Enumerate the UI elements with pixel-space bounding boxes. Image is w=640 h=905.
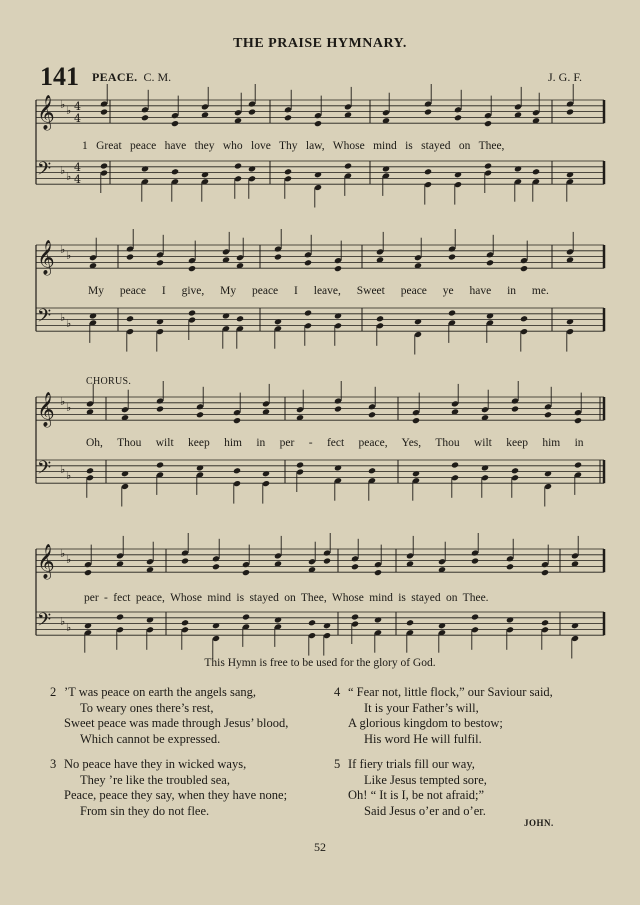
note-head [574,417,582,424]
note-head [368,467,376,474]
note-head [406,619,414,626]
note-head [141,114,149,121]
note-head [424,108,432,115]
lyric-line-3: Oh, Thou wilt keep him in per - fect peace, Yes, Thou wilt keep him in [86,437,584,449]
note-head [86,467,94,474]
note-head [484,120,492,127]
bass-clef-icon: 𝄢 [37,458,52,483]
stanza-line: It is your Father’s will, [364,700,479,715]
treble-clef-icon: 𝄞 [37,240,55,275]
treble-clef-icon: 𝄞 [37,95,55,130]
note-head [116,613,124,620]
scripture-reference: JOHN. [524,818,554,828]
note-head [471,613,479,620]
stanza-3 [50,757,288,819]
note-head [84,569,92,576]
flat-icon: ♭ [66,317,72,330]
note-head [351,563,359,570]
flat-icon: ♭ [66,249,72,262]
flat-icon: ♭ [60,463,66,476]
stanza-line: Like Jesus tempted sore, [364,772,487,787]
time-signature: 4 [74,161,81,174]
tune-name: PEACE. [92,70,138,84]
note-head [506,563,514,570]
stanza-number: 5 [334,757,341,771]
flat-icon: ♭ [66,170,72,183]
lyric-line-1: 1 Great peace have they who love Thy law, Whose mind is stayed on Thee, [82,140,505,152]
note-head [544,411,552,418]
note-head [126,253,134,260]
note-head [126,315,134,322]
stanza-line: A glorious kingdom to bestow; [348,716,503,730]
note-head [374,569,382,576]
note-head [334,265,342,272]
stanza-line: No peace have they in wicked ways, [64,757,247,771]
note-head [448,253,456,260]
note-head [156,405,164,412]
time-signature: 4 [74,100,81,113]
note-head [454,114,462,121]
note-head [368,411,376,418]
note-head [233,467,241,474]
stanza-number: 4 [334,685,341,699]
note-head [541,569,549,576]
stanza-line: Sweet peace was made through Jesus’ blood, [64,716,289,730]
stanza-line: His word He will fulfil. [364,731,482,746]
note-head [323,557,331,564]
bass-clef-icon: 𝄢 [37,306,52,331]
stanza-number: 2 [50,685,57,699]
bass-clef-icon: 𝄢 [37,159,52,184]
stanza-line: Peace, peace they say, when they have none; [64,788,288,802]
note-head [242,569,250,576]
stanza-line: From sin they do not flee. [80,803,210,818]
flat-icon: ♭ [66,401,72,414]
flat-icon: ♭ [60,243,66,256]
stanza-4 [334,685,553,747]
stanza-line: Which cannot be expressed. [80,731,221,746]
note-head [574,461,582,468]
page-header: THE PRAISE HYMNARY. [233,36,407,51]
stanza-number: 3 [50,757,57,771]
note-head [451,461,459,468]
flat-icon: ♭ [60,615,66,628]
note-head [242,613,250,620]
note-head [344,162,352,169]
note-head [100,108,108,115]
note-head [233,417,241,424]
stanza-line: Oh! “ It is I, be not afraid;” [348,788,485,802]
flat-icon: ♭ [66,553,72,566]
note-head [424,168,432,175]
flat-icon: ♭ [60,395,66,408]
hymn-number: 141 [40,62,79,91]
stanza-line: They ’re like the troubled sea, [80,772,230,787]
note-head [484,162,492,169]
note-head [566,108,574,115]
stanza-2 [50,685,289,747]
stanza-line: ’T was peace on earth the angels sang, [64,685,257,699]
note-head [412,417,420,424]
lyric-line-2: My peace I give, My peace I leave, Sweet peace ye have in me. [88,285,549,297]
note-head [486,259,494,266]
flat-icon: ♭ [66,621,72,634]
note-head [541,619,549,626]
stanza-line: Said Jesus o’er and o’er. [364,803,486,818]
flat-icon: ♭ [66,104,72,117]
treble-clef-icon: 𝄞 [37,392,55,427]
bass-clef-icon: 𝄢 [37,610,52,635]
note-head [284,114,292,121]
note-head [308,619,316,626]
note-head [156,461,164,468]
note-head [236,315,244,322]
note-head [351,613,359,620]
stanza-5 [334,757,487,819]
note-head [376,315,384,322]
note-head [448,309,456,316]
note-head [314,120,322,127]
meter: C. M. [143,70,172,84]
stanza-line: If fiery trials fill our way, [348,757,475,771]
page-number: 52 [314,840,326,854]
note-head [212,563,220,570]
note-head [181,619,189,626]
chorus-label: CHORUS. [86,376,132,387]
treble-clef-icon: 𝄞 [37,544,55,579]
note-head [304,309,312,316]
note-head [532,168,540,175]
note-head [296,461,304,468]
time-signature: 4 [74,173,81,186]
flat-icon: ♭ [60,547,66,560]
note-head [284,168,292,175]
flat-icon: ♭ [60,98,66,111]
composer: J. G. F. [548,70,583,84]
note-head [100,162,108,169]
stanza-line: To weary ones there’s rest, [80,700,214,715]
note-head [188,309,196,316]
note-head [520,265,528,272]
note-head [511,467,519,474]
flat-icon: ♭ [60,311,66,324]
time-signature: 4 [74,112,81,125]
note-head [471,557,479,564]
note-head [171,168,179,175]
note-head [171,120,179,127]
note-head [248,108,256,115]
note-head [520,315,528,322]
flat-icon: ♭ [60,164,66,177]
free-use-note: This Hymn is free to be used for the glory of God. [204,657,436,669]
note-head [188,265,196,272]
note-head [334,405,342,412]
note-head [274,253,282,260]
note-head [304,259,312,266]
note-head [234,162,242,169]
stanza-line: “ Fear not, little flock,” our Saviour said, [348,685,553,699]
note-head [156,259,164,266]
note-head [196,411,204,418]
note-head [181,557,189,564]
flat-icon: ♭ [66,469,72,482]
note-head [511,405,519,412]
lyric-line-4: per - fect peace, Whose mind is stayed on Thee, Whose mind is stayed on Thee. [84,592,489,604]
